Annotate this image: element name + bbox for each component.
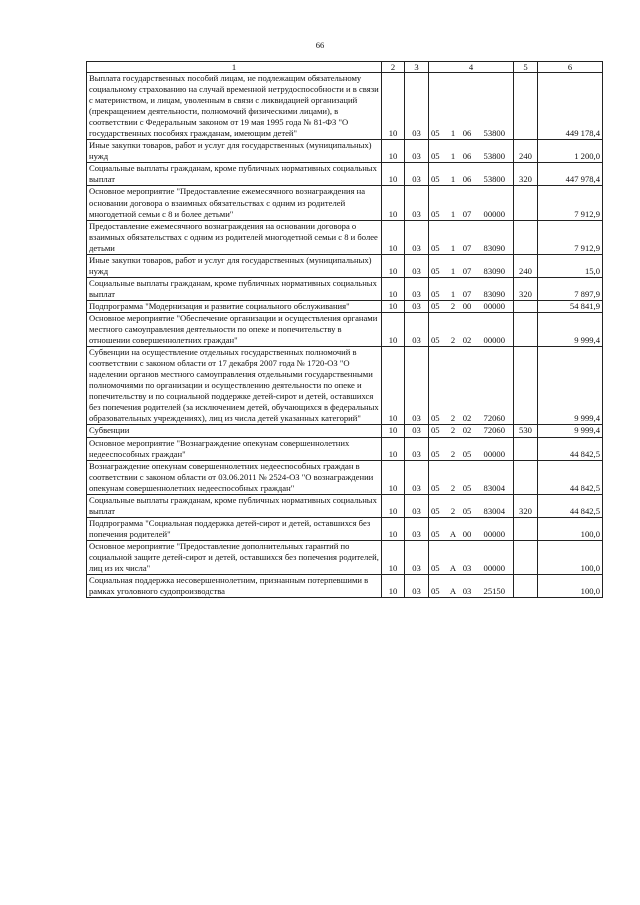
classification-code — [431, 563, 511, 574]
target-article-code — [429, 220, 514, 254]
amount-cell: 7 912,9 — [538, 186, 603, 220]
program-code: 05 — [431, 505, 440, 516]
expense-type-code — [514, 73, 538, 140]
subsection-code: 03 — [405, 425, 429, 437]
subprogram-code: А — [449, 586, 457, 597]
subprogram-code: 2 — [450, 413, 456, 424]
header-cell: 5 — [514, 62, 538, 73]
amount-cell: 449 178,4 — [538, 73, 603, 140]
direction-code: 25150 — [483, 586, 505, 597]
expense-type-code — [514, 575, 538, 598]
amount-cell: 9 999,4 — [538, 347, 603, 425]
amount-cell: 1 200,0 — [538, 140, 603, 163]
classification-code — [431, 425, 511, 436]
program-code: 05 — [431, 151, 440, 162]
target-article-code — [429, 460, 514, 494]
event-code: 05 — [462, 482, 472, 493]
direction-code: 53800 — [483, 174, 505, 185]
subsection-code: 03 — [405, 437, 429, 460]
expense-type-code: 530 — [514, 425, 538, 437]
row-description: Социальная поддержка несовершеннолетним, признанным потерпевшими в рамках уголовного судопроизводства — [87, 575, 382, 598]
subprogram-code: А — [449, 528, 457, 539]
direction-code: 83004 — [483, 482, 505, 493]
row-description: Субвенции на осуществление отдельных государственных полномочий в соответствии с законом области от 17 декабря 2007 года № 1720-ОЗ "О наделении органов местного самоуправления отдельными государственными полномочиями по организации и осуществлению деятельности по опеке и попечительству и по социальной поддержке детей-сирот и детей, оставшихся без попечения родителей (за исключением детей, обучающихся в федеральных образовательных учреждениях), лиц из числа детей указанных категорий" — [87, 347, 382, 425]
program-code: 05 — [431, 335, 440, 346]
subsection-code: 03 — [405, 140, 429, 163]
subprogram-code: 1 — [450, 128, 456, 139]
classification-code — [431, 243, 511, 254]
program-code: 05 — [431, 128, 440, 139]
target-article-code — [429, 494, 514, 517]
direction-code: 83090 — [483, 265, 505, 276]
subsection-code: 03 — [405, 540, 429, 574]
target-article-code — [429, 312, 514, 346]
amount-cell: 44 842,5 — [538, 437, 603, 460]
direction-code: 53800 — [483, 151, 505, 162]
row-description: Субвенции — [87, 425, 382, 437]
section-code: 10 — [382, 517, 405, 540]
expense-type-code — [514, 312, 538, 346]
subsection-code: 03 — [405, 575, 429, 598]
target-article-code — [429, 277, 514, 300]
section-code: 10 — [382, 540, 405, 574]
program-code: 05 — [431, 425, 440, 436]
table-row — [87, 575, 603, 598]
subsection-code: 03 — [405, 186, 429, 220]
section-code: 10 — [382, 460, 405, 494]
target-article-code — [429, 540, 514, 574]
direction-code: 83090 — [483, 288, 505, 299]
table-row — [87, 220, 603, 254]
subprogram-code: 2 — [450, 425, 456, 436]
target-article-code — [429, 575, 514, 598]
row-description: Подпрограмма "Модернизация и развитие социального обслуживания" — [87, 300, 382, 312]
subsection-code: 03 — [405, 494, 429, 517]
amount-cell: 9 999,4 — [538, 312, 603, 346]
table-row — [87, 277, 603, 300]
row-description: Иные закупки товаров, работ и услуг для государственных (муниципальных) нужд — [87, 140, 382, 163]
expense-type-code: 320 — [514, 494, 538, 517]
row-description: Основное мероприятие "Вознаграждение опекунам совершеннолетних недееспособных граждан" — [87, 437, 382, 460]
event-code: 07 — [462, 242, 472, 253]
target-article-code — [429, 517, 514, 540]
subprogram-code: 1 — [450, 288, 456, 299]
classification-code — [431, 335, 511, 346]
program-code: 05 — [431, 288, 440, 299]
classification-code — [431, 586, 511, 597]
header-cell: 3 — [405, 62, 429, 73]
target-article-code — [429, 425, 514, 437]
event-code: 03 — [462, 586, 472, 597]
section-code: 10 — [382, 312, 405, 346]
direction-code: 72060 — [483, 425, 505, 436]
section-code: 10 — [382, 73, 405, 140]
subsection-code: 03 — [405, 460, 429, 494]
section-code: 10 — [382, 254, 405, 277]
row-description: Социальные выплаты гражданам, кроме публичных нормативных социальных выплат — [87, 163, 382, 186]
classification-code — [431, 128, 511, 139]
subprogram-code: 1 — [450, 151, 456, 162]
event-code: 00 — [462, 300, 472, 311]
subprogram-code: 2 — [450, 335, 456, 346]
header-cell: 4 — [429, 62, 514, 73]
classification-code — [431, 266, 511, 277]
target-article-code — [429, 437, 514, 460]
amount-cell: 44 842,5 — [538, 494, 603, 517]
direction-code: 00000 — [483, 528, 505, 539]
direction-code: 72060 — [483, 413, 505, 424]
expense-type-code: 320 — [514, 163, 538, 186]
program-code: 05 — [431, 563, 440, 574]
event-code: 02 — [462, 413, 472, 424]
amount-cell: 15,0 — [538, 254, 603, 277]
direction-code: 00000 — [483, 335, 505, 346]
row-description: Основное мероприятие "Предоставление ежемесячного вознаграждения на основании договора о взаимных обязательствах с одним из родителей многодетной семьи с 8 и более детьми" — [87, 186, 382, 220]
classification-code — [431, 449, 511, 460]
table-row — [87, 140, 603, 163]
target-article-code — [429, 254, 514, 277]
expense-type-code — [514, 347, 538, 425]
expense-type-code — [514, 186, 538, 220]
expense-type-code: 240 — [514, 254, 538, 277]
subsection-code: 03 — [405, 163, 429, 186]
table-row — [87, 186, 603, 220]
program-code: 05 — [431, 448, 440, 459]
subsection-code: 03 — [405, 517, 429, 540]
expense-type-code — [514, 300, 538, 312]
subprogram-code: 1 — [450, 242, 456, 253]
direction-code: 00000 — [483, 563, 505, 574]
page-number: 66 — [315, 40, 325, 50]
program-code: 05 — [431, 300, 440, 311]
expense-type-code — [514, 540, 538, 574]
row-description: Подпрограмма "Социальная поддержка детей-сирот и детей, оставшихся без попечения родителей" — [87, 517, 382, 540]
program-code: 05 — [431, 242, 440, 253]
target-article-code — [429, 140, 514, 163]
row-description: Выплата государственных пособий лицам, не подлежащим обязательному социальному страхованию на случай временной нетрудоспособности и в связи с материнством, и лицам, уволенным в связи с ликвидацией организаций (прекращением деятельности, полномочий физическими лицами), в соответствии с Федеральным законом от 19 мая 1995 года № 81-ФЗ "О государственных пособиях гражданам, имеющим детей" — [87, 73, 382, 140]
classification-code — [431, 174, 511, 185]
subsection-code: 03 — [405, 254, 429, 277]
header-cell: 1 — [87, 62, 382, 73]
direction-code: 00000 — [483, 448, 505, 459]
classification-code — [431, 301, 511, 312]
classification-code — [431, 289, 511, 300]
classification-code — [431, 209, 511, 220]
target-article-code — [429, 300, 514, 312]
subsection-code: 03 — [405, 347, 429, 425]
event-code: 03 — [462, 563, 472, 574]
section-code: 10 — [382, 186, 405, 220]
classification-code — [431, 506, 511, 517]
subprogram-code: 1 — [450, 265, 456, 276]
row-description: Иные закупки товаров, работ и услуг для государственных (муниципальных) нужд — [87, 254, 382, 277]
subsection-code: 03 — [405, 312, 429, 346]
amount-cell: 100,0 — [538, 575, 603, 598]
subprogram-code: А — [449, 563, 457, 574]
program-code: 05 — [431, 528, 440, 539]
row-description: Предоставление ежемесячного вознаграждения на основании договора о взаимных обязательствах с одним из родителей многодетной семьи с 8 и более детьми — [87, 220, 382, 254]
section-code: 10 — [382, 575, 405, 598]
direction-code: 83090 — [483, 242, 505, 253]
event-code: 06 — [462, 174, 472, 185]
section-code: 10 — [382, 300, 405, 312]
classification-code — [431, 413, 511, 424]
classification-code — [431, 151, 511, 162]
program-code: 05 — [431, 265, 440, 276]
target-article-code — [429, 163, 514, 186]
row-description: Социальные выплаты гражданам, кроме публичных нормативных социальных выплат — [87, 494, 382, 517]
budget-table — [86, 61, 603, 598]
classification-code — [431, 483, 511, 494]
event-code: 05 — [462, 505, 472, 516]
table-row — [87, 347, 603, 425]
table-row — [87, 494, 603, 517]
expense-type-code — [514, 220, 538, 254]
section-code: 10 — [382, 425, 405, 437]
row-description: Основное мероприятие "Предоставление дополнительных гарантий по социальной защите детей-сирот и детей, оставшихся без попечения родителей, лиц из их числа" — [87, 540, 382, 574]
row-description: Социальные выплаты гражданам, кроме публичных нормативных социальных выплат — [87, 277, 382, 300]
expense-type-code — [514, 460, 538, 494]
table-row — [87, 254, 603, 277]
subprogram-code: 1 — [450, 174, 456, 185]
subsection-code: 03 — [405, 220, 429, 254]
header-cell: 2 — [382, 62, 405, 73]
row-description: Вознаграждение опекунам совершеннолетних недееспособных граждан в соответствии с законом области от 03.06.2011 № 2524-ОЗ "О вознаграждении опекунам совершеннолетних недееспособных граждан" — [87, 460, 382, 494]
subprogram-code: 2 — [450, 300, 456, 311]
event-code: 07 — [462, 265, 472, 276]
amount-cell: 7 897,9 — [538, 277, 603, 300]
subprogram-code: 1 — [450, 208, 456, 219]
expense-type-code — [514, 517, 538, 540]
table-row — [87, 73, 603, 140]
target-article-code — [429, 347, 514, 425]
target-article-code — [429, 73, 514, 140]
table-row — [87, 163, 603, 186]
row-description: Основное мероприятие "Обеспечение организации и осуществления органами местного самоуправления деятельности по опеке и попечительству в отношении совершеннолетних граждан" — [87, 312, 382, 346]
section-code: 10 — [382, 140, 405, 163]
program-code: 05 — [431, 174, 440, 185]
table-row — [87, 437, 603, 460]
subprogram-code: 2 — [450, 448, 456, 459]
header-cell: 6 — [538, 62, 603, 73]
section-code: 10 — [382, 347, 405, 425]
amount-cell: 54 841,9 — [538, 300, 603, 312]
event-code: 07 — [462, 208, 472, 219]
subprogram-code: 2 — [450, 505, 456, 516]
section-code: 10 — [382, 437, 405, 460]
amount-cell: 9 999,4 — [538, 425, 603, 437]
table-row — [87, 460, 603, 494]
amount-cell: 7 912,9 — [538, 220, 603, 254]
amount-cell: 100,0 — [538, 540, 603, 574]
table-row — [87, 300, 603, 312]
direction-code: 53800 — [483, 128, 505, 139]
target-article-code — [429, 186, 514, 220]
program-code: 05 — [431, 413, 440, 424]
subprogram-code: 2 — [450, 482, 456, 493]
program-code: 05 — [431, 208, 440, 219]
classification-code — [431, 529, 511, 540]
table-row — [87, 425, 603, 437]
event-code: 06 — [462, 128, 472, 139]
section-code: 10 — [382, 163, 405, 186]
table-row — [87, 312, 603, 346]
subsection-code: 03 — [405, 300, 429, 312]
expense-type-code — [514, 437, 538, 460]
section-code: 10 — [382, 220, 405, 254]
direction-code: 83004 — [483, 505, 505, 516]
header-row — [87, 62, 603, 73]
event-code: 02 — [462, 335, 472, 346]
program-code: 05 — [431, 482, 440, 493]
subsection-code: 03 — [405, 277, 429, 300]
program-code: 05 — [431, 586, 440, 597]
table-row — [87, 517, 603, 540]
direction-code: 00000 — [483, 300, 505, 311]
event-code: 00 — [462, 528, 472, 539]
direction-code: 00000 — [483, 208, 505, 219]
expense-type-code: 240 — [514, 140, 538, 163]
subsection-code: 03 — [405, 73, 429, 140]
table-row — [87, 540, 603, 574]
event-code: 06 — [462, 151, 472, 162]
table-body — [87, 73, 603, 598]
event-code: 07 — [462, 288, 472, 299]
event-code: 02 — [462, 425, 472, 436]
amount-cell: 44 842,5 — [538, 460, 603, 494]
amount-cell: 100,0 — [538, 517, 603, 540]
section-code: 10 — [382, 494, 405, 517]
event-code: 05 — [462, 448, 472, 459]
amount-cell: 447 978,4 — [538, 163, 603, 186]
expense-type-code: 320 — [514, 277, 538, 300]
section-code: 10 — [382, 277, 405, 300]
